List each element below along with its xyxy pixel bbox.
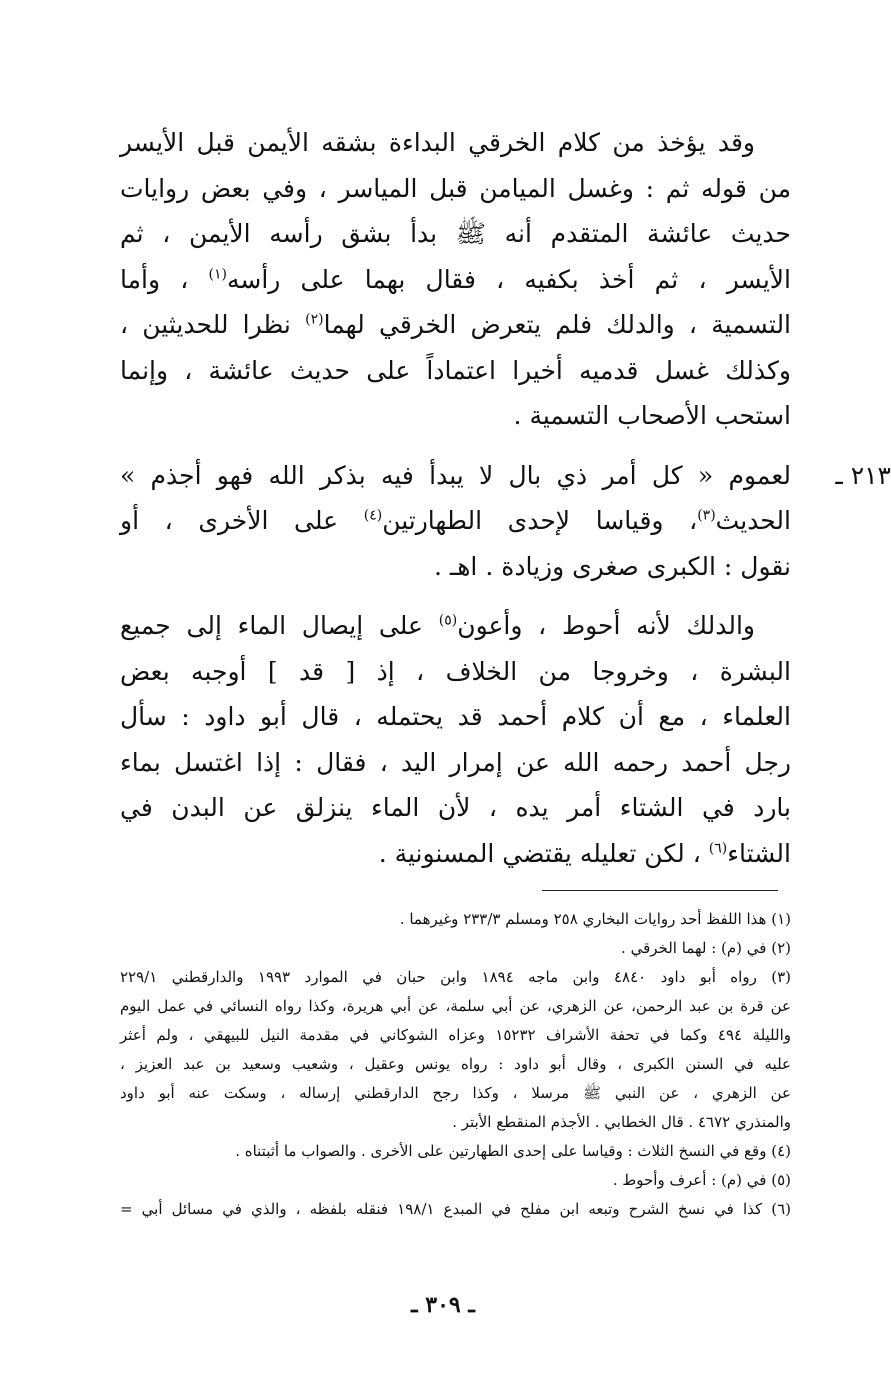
text-line xyxy=(120,302,791,348)
footnote-3-cont: عن قرة بن عبد الرحمن، عن الزهري، عن أبي سلمة، عن أبي هريرة، وكذا رواه النسائي في عمل اليوم xyxy=(120,997,791,1015)
text-line: بارد في الشتاء أمر يده ، لأن الماء ينزلق عن البدن في xyxy=(120,793,791,822)
text-segment: على إيصال الماء إلى جميع xyxy=(120,611,423,640)
text-line: استحب الأصحاب التسمية . xyxy=(513,401,791,430)
footnotes xyxy=(120,905,791,1224)
text-line xyxy=(120,831,791,877)
numbered-item-213 xyxy=(120,453,891,590)
footnote-4: (٤) وقع في النسخ الثلاث : وقياسا على إحدى الطهارتين على الأخرى . والصواب ما أثبتناه . xyxy=(235,1142,791,1160)
text-segment: ، وأما xyxy=(120,264,189,294)
text-segment: الشتاء xyxy=(727,838,791,868)
footnote-2: (٢) في (م) : لهما الخرقي . xyxy=(621,939,791,957)
text-line: نقول : الكبرى صغرى وزيادة . اهـ . xyxy=(434,551,791,581)
footnote-ref-6: (٦) xyxy=(708,840,728,857)
text-line: من قوله ثم : وغسل الميامن قبل المياسر ، وفي بعض روايات xyxy=(120,173,791,203)
main-text xyxy=(120,120,891,890)
text-segment: والدلك لأنه أحوط ، وأعون xyxy=(457,611,755,640)
footnote-ref-1: (١) xyxy=(208,266,227,283)
text-line xyxy=(120,498,791,544)
footnote-6: (٦) كذا في نسخ الشرح وتبعه ابن مفلح في المبدع ١٩٨/١ فنقله بلفظه ، والذي في مسائل أبي = xyxy=(120,1200,791,1218)
text-line: حديث عائشة المتقدم أنه ﷺ بدأ بشق رأسه الأيمن ، ثم xyxy=(120,219,791,248)
footnote-ref-4: (٤) xyxy=(363,507,383,524)
footnote-3: (٣) رواه أبو داود ٤٨٤٠ وابن ماجه ١٨٩٤ وابن حبان في الموارد ١٩٩٣ والدارقطني ٢٢٩/١ xyxy=(120,968,792,986)
text-segment: نظرا للحديثين ، xyxy=(120,310,291,339)
text-line: لعموم « كل أمر ذي بال لا يبدأ فيه بذكر الله فهو أجذم » xyxy=(120,460,791,490)
footnote-3-cont: والمنذري ٤٦٧٢ . قال الخطابي . الأجذم المنقطع الأبتر . xyxy=(452,1113,791,1131)
footnote-ref-2: (٢) xyxy=(305,311,324,328)
footnote-5: (٥) في (م) : أعرف وأحوط . xyxy=(612,1171,791,1189)
paragraph-1 xyxy=(120,120,791,439)
text-line: رجل أحمد رحمه الله عن إمرار اليد ، فقال : إذا اغتسل بماء xyxy=(120,747,791,777)
text-segment: على الأخرى ، أو xyxy=(120,506,339,535)
text-line: وقد يؤخذ من كلام الخرقي البداءة بشقه الأيمن قبل الأيسر xyxy=(120,128,755,157)
text-line: البشرة ، وخروجا من الخلاف ، إذ [ قد ] أوجبه بعض xyxy=(120,656,791,686)
footnote-ref-3: (٣) xyxy=(697,507,716,524)
text-line: العلماء ، مع أن كلام أحمد قد يحتمله ، قال أبو داود : سأل xyxy=(120,702,791,731)
page-number: ـ ٣٠٩ ـ xyxy=(411,1292,475,1318)
text-segment: التسمية ، والدلك فلم يتعرض الخرقي لهما xyxy=(323,310,792,339)
text-line xyxy=(120,603,791,649)
footnote-3-cont: عليه في السنن الكبرى ، وقال أبو داود : رواه يونس وعقيل ، وشعيب وسعيد بن عبد العزيز ، xyxy=(120,1055,792,1073)
text-segment: ، وقياسا لإحدى الطهارتين xyxy=(382,506,698,535)
footnote-separator xyxy=(542,890,778,891)
text-line xyxy=(120,257,791,303)
paragraph-3 xyxy=(120,603,791,876)
text-segment: ، لكن تعليله يقتضي المسنونية . xyxy=(378,838,701,868)
text-segment: الأيسر ، ثم أخذ بكفيه ، فقال بهما على رأسه xyxy=(226,264,791,294)
item-number: ٢١٣ ـ xyxy=(835,460,891,490)
footnote-ref-5: (٥) xyxy=(438,612,458,629)
text-line: وكذلك غسل قدميه أخيرا اعتماداً على حديث عائشة ، وإنما xyxy=(120,355,791,385)
text-segment: الحديث xyxy=(715,506,791,535)
footnote-1: (١) هذا اللفظ أحد روايات البخاري ٢٥٨ ومسلم ٢٣٣/٣ وغيرهما . xyxy=(399,910,791,928)
footnote-3-cont: والليلة ٤٩٤ وكما في تحفة الأشراف ١٥٢٣٢ وعزاه الشوكاني في مقدمة النيل للبيهقي ، ولم أعثر xyxy=(120,1026,792,1044)
footnote-3-cont: عن الزهري ، عن النبي ﷺ مرسلا ، وكذا رجح الدارقطني إرساله ، وسكت عنه أبو داود xyxy=(120,1084,791,1102)
